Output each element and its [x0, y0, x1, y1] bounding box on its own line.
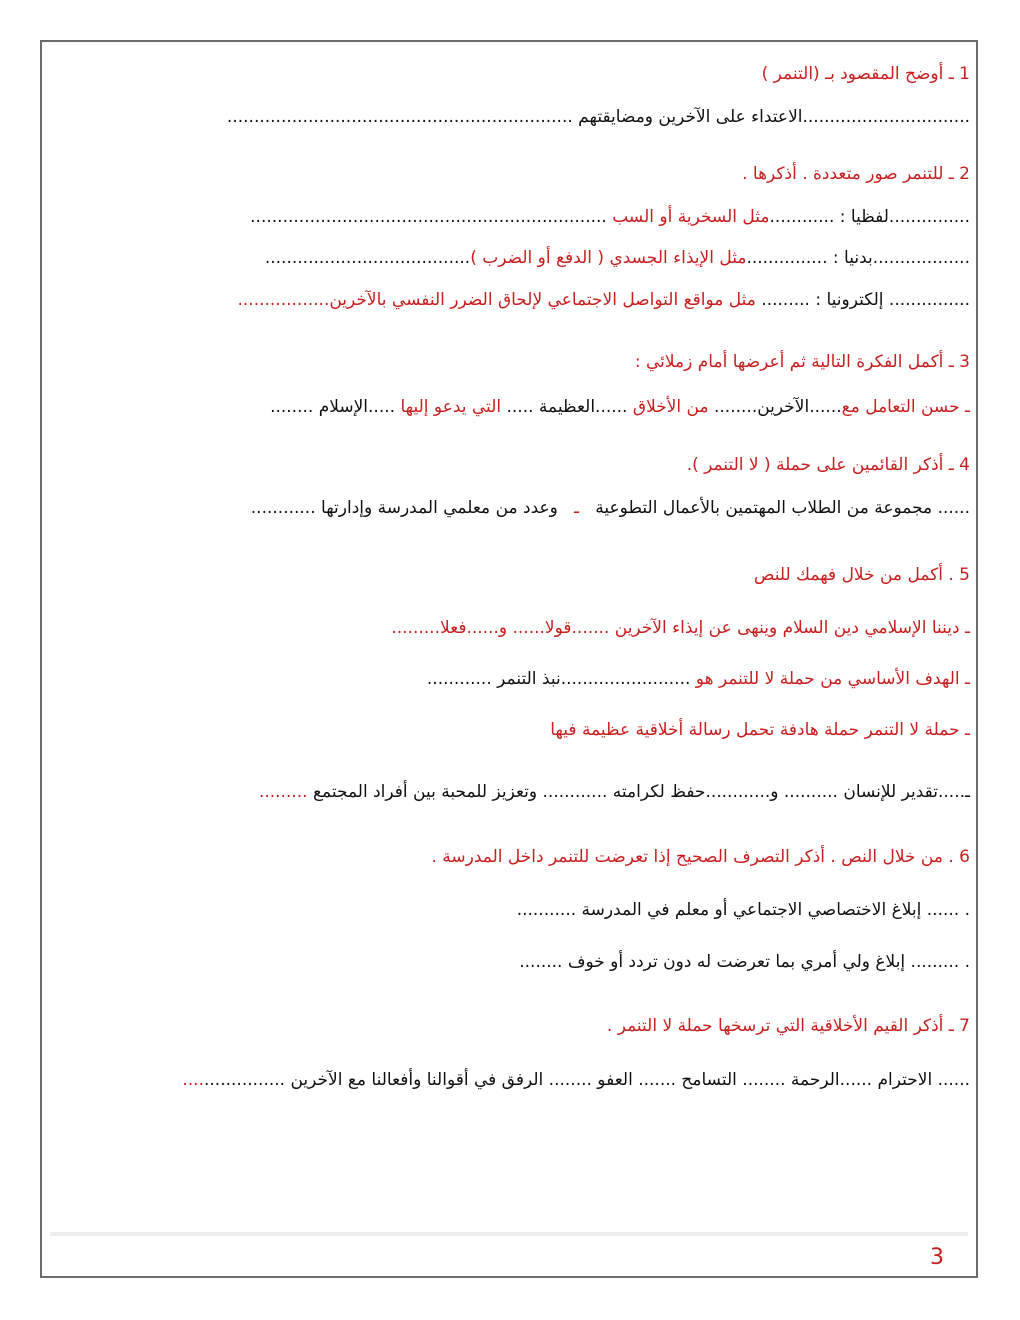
q7-answer-row — [182, 1068, 970, 1092]
footer-divider — [50, 1232, 968, 1236]
q5-s2-text: ـ الهدف الأساسي من حملة لا للتنمر هو — [690, 669, 970, 689]
q7-tail: .... — [182, 1070, 204, 1090]
q5-s4-fill: ـ.....تقدير للإنسان .......... و............حفظ لكرامته ............ وتعزيز للمحبة بين أفراد المجتمع — [312, 782, 970, 802]
q4-separator: ـ — [574, 498, 580, 518]
q5-sentence-1 — [391, 616, 970, 640]
q7-answer: ...... الاحترام ......الرحمة ........ التسامح ....... العفو ........ الرفق في أقوالنا وأفعالنا مع الآخرين ............... — [204, 1070, 970, 1090]
q5-s4-tail: ......... — [258, 782, 313, 802]
q5-s1-fill: .......قولا...... و......فعلا......... — [391, 618, 610, 638]
q4-answer-a: ...... مجموعة من الطلاب المهتمين بالأعمال التطوعية — [595, 498, 970, 518]
q2-verbal-tail: .................................................................. — [250, 207, 607, 227]
q2-question: 2 ـ للتنمر صور متعددة . أذكرها . — [742, 164, 970, 184]
q4-question: 4 ـ أذكر القائمين على حملة ( لا التنمر ). — [686, 455, 970, 475]
q5-question: 5 . أكمل من خلال فهمك للنص — [753, 565, 970, 585]
page-number: 3 — [930, 1245, 944, 1270]
q4-answer-row — [251, 496, 970, 520]
q6-answer-1: . ...... إبلاغ الاختصاصي الاجتماعي أو معلم في المدرسة ........... — [516, 900, 970, 920]
q7-question: 7 ـ أذكر القيم الأخلاقية التي ترسخها حملة لا التنمر . — [606, 1016, 970, 1036]
q1-answer: ...............................الاعتداء على الآخرين ومضايقتهم ................................................................ — [226, 107, 970, 127]
q4-answer-b: وعدد من معلمي المدرسة وإدارتها ............ — [250, 498, 558, 518]
q2-electronic-row — [237, 288, 970, 312]
q3-part-5: التي يدعو إليها — [400, 397, 502, 417]
q2-electronic-answer: مثل مواقع التواصل الاجتماعي لإلحاق الضرر النفسي بالآخرين — [329, 290, 756, 310]
q3-part-2: ......الآخرين........ — [708, 397, 842, 417]
q2-verbal-row — [250, 205, 970, 229]
q5-s2-fill: ........................نبذ التنمر ............ — [426, 669, 691, 689]
q2-physical-answer: مثل الإيذاء الجسدي ( الدفع أو الضرب ) — [470, 248, 747, 268]
q3-part-6: .....الإسلام ........ — [270, 397, 401, 417]
q2-physical-label: ..................بدنيا : ............... — [746, 248, 970, 268]
q2-electronic-label: ............... إلكترونيا : ......... — [761, 290, 970, 310]
q2-electronic-tail: ................. — [237, 290, 330, 310]
q3-part-3: من الأخلاق — [632, 397, 709, 417]
q2-verbal-label: ...............لفظيا : ............ — [769, 207, 970, 227]
q5-s1-text: ـ ديننا الإسلامي دين السلام وينهى عن إيذاء الآخرين — [609, 618, 970, 638]
q3-part-4: ......العظيمة ..... — [501, 397, 633, 417]
q5-sentence-2 — [427, 667, 970, 691]
q1-question: 1 ـ أوضح المقصود بـ (التنمر ) — [761, 64, 970, 84]
q2-physical-tail: ...................................... — [264, 248, 471, 268]
q2-physical-row — [265, 246, 970, 270]
q2-verbal-answer: مثل السخرية أو السب — [612, 207, 770, 227]
q3-answer-row — [270, 395, 970, 419]
q3-question: 3 ـ أكمل الفكرة التالية ثم أعرضها أمام زملائي : — [634, 352, 970, 372]
q6-answer-2: . ......... إبلاغ ولي أمري بما تعرضت له دون تردد أو خوف ........ — [519, 952, 970, 972]
q5-sentence-4 — [259, 780, 970, 804]
q6-question: 6 . من خلال النص . أذكر التصرف الصحيح إذا تعرضت للتنمر داخل المدرسة . — [431, 847, 970, 867]
q3-part-1: ـ حسن التعامل مع — [841, 397, 970, 417]
q5-sentence-3: ـ حملة لا التنمر حملة هادفة تحمل رسالة أخلاقية عظيمة فيها — [550, 720, 970, 740]
